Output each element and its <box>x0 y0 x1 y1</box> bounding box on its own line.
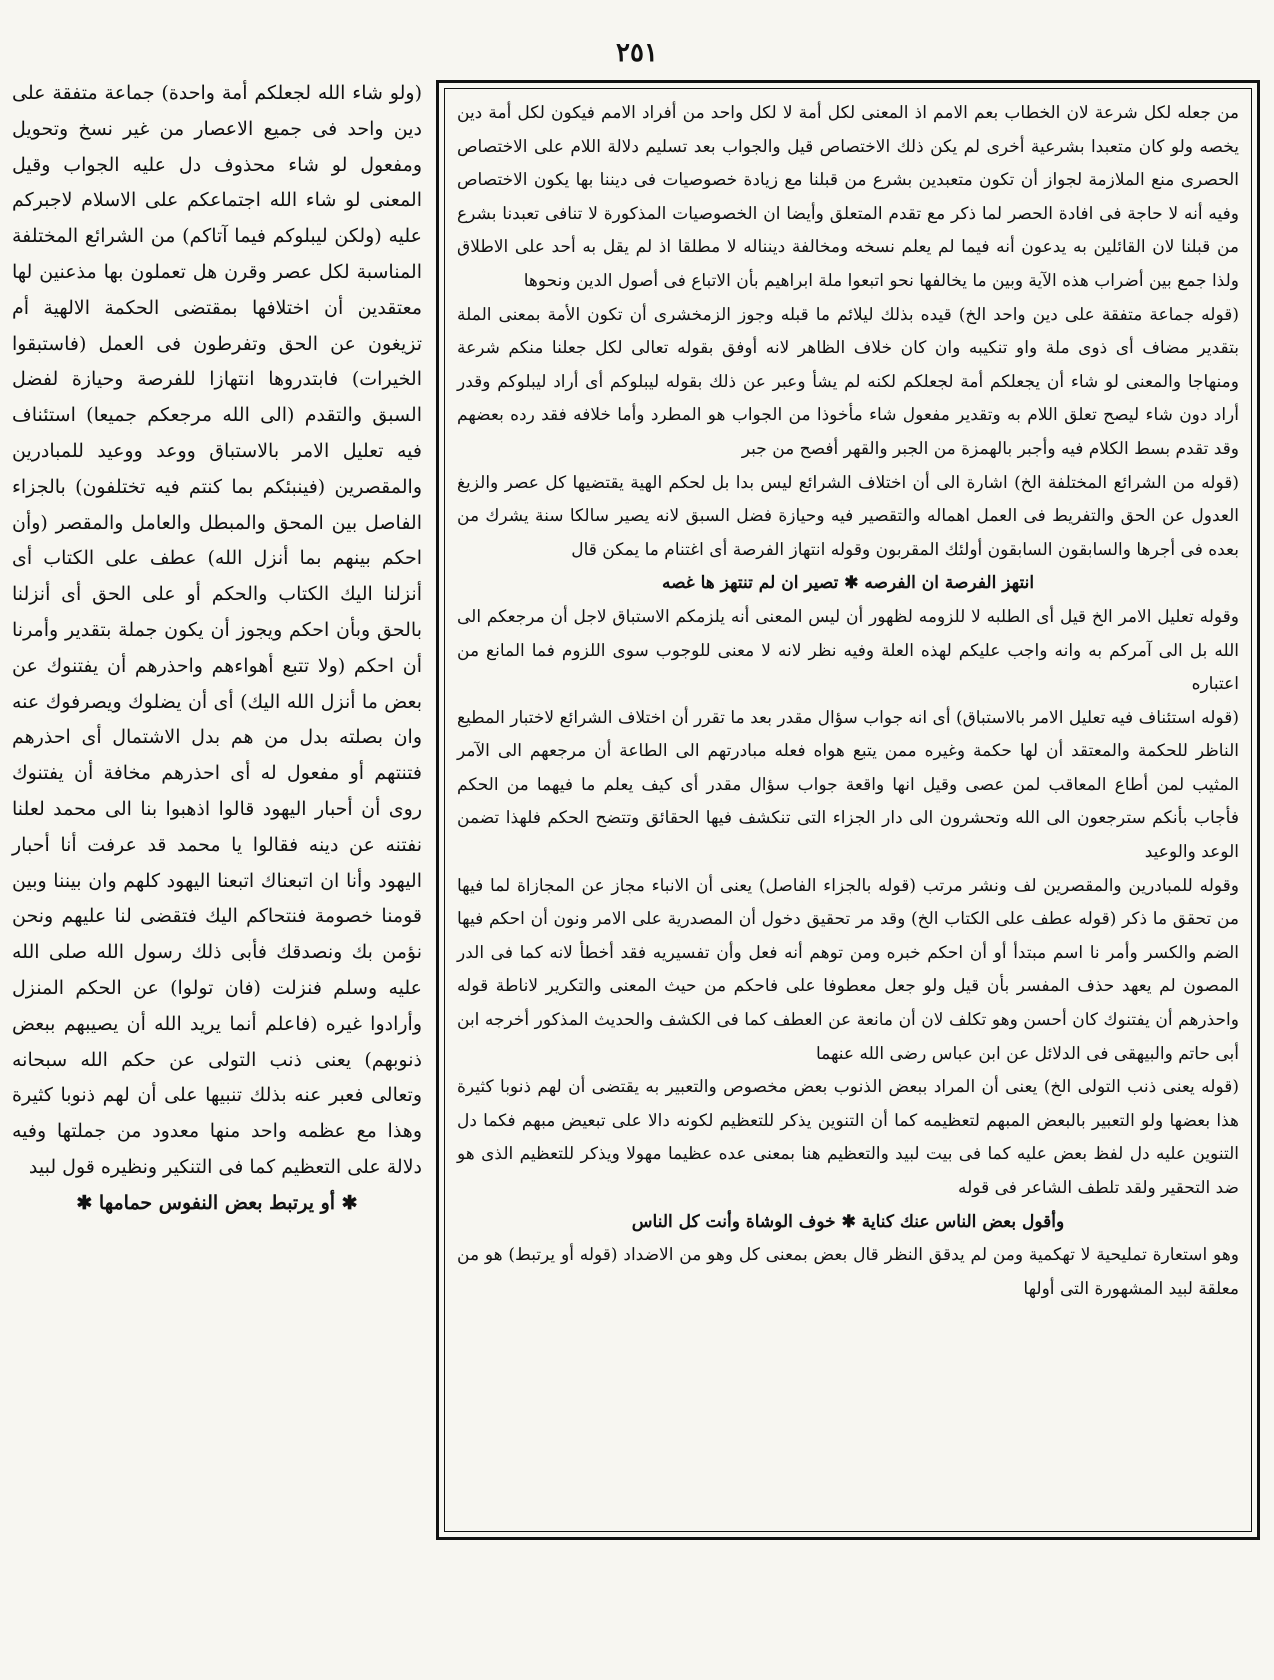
margin-paragraph: (ولو شاء الله لجعلكم أمة واحدة) جماعة متفقة على دين واحد فى جميع الاعصار من غير نسخ وتحويل ومفعول لو شاء محذوف دل عليه الجواب وقيل المعنى لو شاء الله اجتماعكم على الاسلام لاجبركم عليه (ولكن ليبلوكم فيما آتاكم) من الشرائع المختلفة المناسبة لكل عصر وقرن هل تعملون بها مذعنين لها معتقدين أن اختلافها بمقتضى الحكمة الالهية أم تزيغون عن الحق وتفرطون فى العمل (فاستبقوا الخيرات) فابتدروها انتهازا للفرصة وحيازة لفضل السبق والتقدم (الى الله مرجعكم جميعا) استئناف فيه تعليل الامر بالاستباق ووعد ووعيد للمبادرين والمقصرين (فينبئكم بما كنتم فيه تختلفون) بالجزاء الفاصل بين المحق والمبطل والعامل والمقصر (وأن احكم بينهم بما أنزل الله) عطف على الكتاب أى أنزلنا اليك الكتاب والحكم أو على الحق أى أنزلنا بالحق وبأن احكم ويجوز أن يكون جملة بتقدير وأمرنا أن احكم (ولا تتبع أهواءهم واحذرهم أن يفتنوك عن بعض ما أنزل الله اليك) أى أن يضلوك ويصرفوك عنه وان بصلته بدل من هم بدل الاشتمال أى احذرهم فتنتهم أو مفعول له أى احذرهم مخافة أن يفتنوك روى أن أحبار اليهود قالوا اذهبوا بنا الى محمد لعلنا نفتنه عن دينه فقالوا يا محمد قد عرفت أنا أحبار اليهود وأنا ان اتبعناك اتبعنا اليهود كلهم وان بيننا وبين قومنا خصومة فنتحاكم اليك فتقضى لنا عليهم ونحن نؤمن بك ونصدقك فأبى ذلك رسول الله صلى الله عليه وسلم فنزلت (فان تولوا) عن الحكم المنزل وأرادوا غيره (فاعلم أنما يريد الله أن يصيبهم ببعض ذنوبهم) يعنى ذنب التولى عن حكم الله سبحانه وتعالى فعبر عنه بذلك تنبيها على أن لهم ذنوبا كثيرة وهذا مع عظمه واحد منها معدود من جملتها وفيه دلالة على التعظيم كما فى التنكير ونظيره قول لبيد <box>12 82 422 1178</box>
commentary-verse: انتهز الفرصة ان الفرصه ✱ تصير ان لم تنتهز ها غصه <box>661 573 1035 594</box>
commentary-paragraph: (قوله من الشرائع المختلفة الخ) اشارة الى أن اختلاف الشرائع ليس بدا بل لحكم الهية يقتضيها كل عصر والزيغ العدول عن الحق والتفريط فى العمل اهماله والتقصير فيه وحيازة فضل السبق لانه يصير سالكا سنة يشرك من بعده فى أجرها والسابقون السابقون أولئك المقربون وقوله انتهاز الفرصة أى اغتنام ما يمكن قال <box>457 472 1239 560</box>
commentary-frame <box>436 80 1260 1540</box>
commentary-paragraph: من جعله لكل شرعة لان الخطاب بعم الامم اذ المعنى لكل أمة لا لكل واحد من أفراد الامم فيكون لكل أمة دين يخصه ولو كان متعبدا بشرعية أخرى لم يكن ذلك الاختصاص قيل والجواب بعد تسليم دلالة اللام على الاختصاص الحصرى منع الملازمة لجواز أن تكون متعبدين بشرع من قبلنا مع زيادة خصوصيات فى ديننا بها يكون الاختصاص وفيه أنه لا حاجة فى افادة الحصر لما ذكر مع تقدم المتعلق وأيضا ان الخصوصيات المذكورة لا تنافى تعبدنا بشرع من قبلنا لان القائلين به يدعون أنه فيما لم يعلم نسخه ومخالفة دينناله لا مطلقا اذ لم يقل به أحد على الاطلاق ولذا جمع بين أضراب هذه الآية وبين ما يخالفها نحو اتبعوا ملة ابراهيم بأن الاتباع فى أصول الدين ونحوها <box>457 103 1239 291</box>
commentary-paragraph: (قوله يعنى ذنب التولى الخ) يعنى أن المراد ببعض الذنوب بعض مخصوص والتعبير به يقتضى أن لهم ذنوبا كثيرة هذا بعضها ولو التعبير بالبعض المبهم لتعظيمه كما أن التنوين يذكر للتعظيم لكونه دالا على تبعيض مبهم فكما دل التنوين عليه دل لفظ بعض عليه كما فى بيت لبيد والتعظيم هنا بمعنى عده عظيما مهولا ويذكر للتعظيم الذى هو ضد التحقير ولقد تلطف الشاعر فى قوله <box>457 1077 1239 1198</box>
commentary-paragraph: (قوله جماعة متفقة على دين واحد الخ) قيده بذلك ليلائم ما قبله وجوز الزمخشرى أن تكون الأمة بمعنى الملة بتقدير مضاف أى ذوى ملة واو تنكيبه وان كان خلاف الظاهر لانه أوفق بقوله تعالى لكل جعلنا منكم شرعة ومنهاجا والمعنى لو شاء أن يجعلكم أمة لجعلكم لكنه لم يشأ وعبر عن ذلك بقوله ليبلوكم أى أراد ليبلوكم وقدر أراد دون شاء ليصح تعلق اللام به وتقدير مفعول شاء مأخوذا من الجواب هو المطرد وأما خلافه فقد رده بعضهم وقد تقدم بسط الكلام فيه وأجبر بالهمزة من الجبر والقهر أفصح من جبر <box>457 304 1239 459</box>
commentary-paragraph: (قوله استئناف فيه تعليل الامر بالاستباق) أى انه جواب سؤال مقدر بعد ما تقرر أن اختلاف الشرائع لاختبار المطيع الناظر للحكمة والمعتقد أن لها حكمة وغيره ممن يتبع هواه فعله مبادرتهم الى الطاعة أن مرجعهم الى الآمر المثيب لمن أطاع المعاقب لمن عصى وقيل انها واقعة جواب سؤال مقدر أى كيف يعلم ما فيهما من الحكم فأجاب بأنكم سترجعون الى الله وتحشرون الى دار الجزاء التى تنكشف فيها الحقائق وتتضح الحكم فلهذا تضمن الوعد والوعيد <box>457 707 1239 863</box>
commentary-frame-inner <box>444 88 1252 1532</box>
page-number: ٢٥١ <box>616 38 658 68</box>
commentary-verse: وأقول بعض الناس عنك كناية ✱ خوف الوشاة وأنت كل الناس <box>631 1211 1065 1232</box>
commentary-paragraph: وقوله للمبادرين والمقصرين لف ونشر مرتب (قوله بالجزاء الفاصل) يعنى أن الانباء مجاز عن المجازاة لما فيها من تحقق ما ذكر (قوله عطف على الكتاب الخ) وقد مر تحقيق دخول أن المصدرية على الامر ونون أن احكم فيها الضم والكسر وأمر نا اسم مبتدأ أو أن احكم خبره ومن توهم أنه فعل وأن تفسيريه فقد أخطأ لانه كما فى الدر المصون لم يعهد حذف المفسر بأن قيل ولو جعل معطوفا على فاحكم من حيث المعنى والتكرير لاناطة قوله واحذرهم أن يفتنوك كان أحسن وهو تكلف لان أن مانعة عن العطف كما فى الكشف والحديث المذكور أخرجه ابن أبى حاتم والبيهقى فى الدلائل عن ابن عباس رضى الله عنهما <box>457 875 1239 1064</box>
commentary-text <box>457 97 1239 1306</box>
commentary-paragraph: وهو استعارة تمليحية لا تهكمية ومن لم يدقق النظر قال بعض بمعنى كل وهو من الاضداد (قوله أو يرتبط) هو من معلقة لبيد المشهورة التى أولها <box>457 1245 1239 1299</box>
margin-tafsir-text <box>12 76 422 1222</box>
margin-closing-verse: ✱ أو يرتبط بعض النفوس حمامها ✱ <box>76 1191 358 1214</box>
commentary-paragraph: وقوله تعليل الامر الخ قيل أى الطلبه لا للزومه لظهور أن ليس المعنى أنه يلزمكم الاستباق لاجل أن مرجعكم الى الله بل الى آمركم به وانه واجب عليكم لهذه العلة وفيه نظر لانه لا معنى للوجوب سوى اللزوم فما المانع من اعتباره <box>457 606 1239 695</box>
